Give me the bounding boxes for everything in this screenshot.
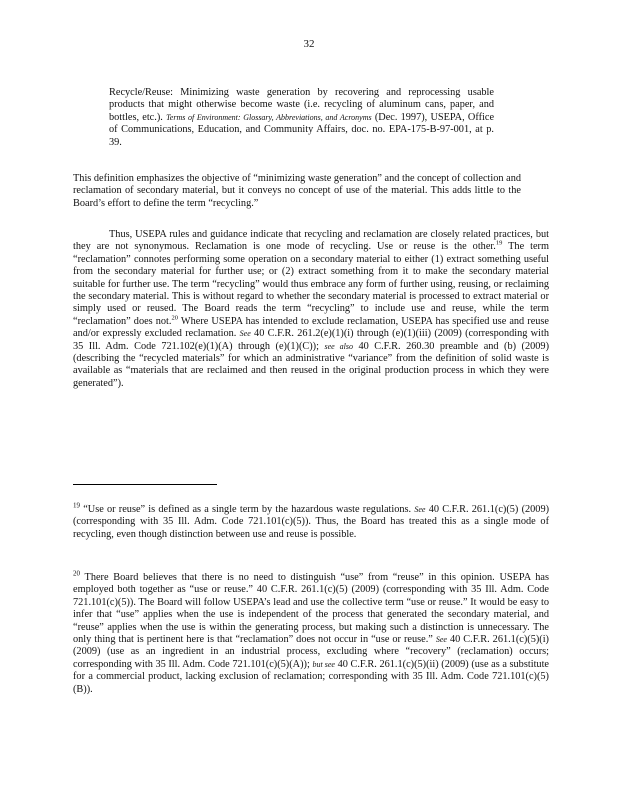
page-number: 32 — [303, 38, 315, 50]
see-also-signal: see also — [324, 341, 353, 351]
footnote-separator — [73, 484, 217, 485]
block-quote — [109, 87, 494, 149]
paragraph-2-part-a: Thus, USEPA rules and guidance indicate that recycling and reclamation are closely related practices, but they are not synonymous. Reclamation is one mode of recycling. Use or reuse is the other. — [73, 229, 549, 253]
paragraph-1: This definition emphasizes the objective of “minimizing waste generation” and the concept of collection and reclamation of secondary material, but it conveys no concept of use of the material. This adds little to the Board’s effort to define the term “recycling.” — [73, 173, 521, 209]
footnote-20-see: See — [435, 635, 447, 645]
paragraph-2-part-e: 40 C.F.R. 260.30 preamble and (b) (2009) (describing the “recycled materials” for which an administrative “variance” from the definition of solid waste is available as “materials that are reclaimed and then reused in the original production process in which they were generated”). — [73, 340, 549, 389]
paragraph-2-part-b: The term “reclamation” connotes performing some operation on a secondary material to either (1) extract something useful from the secondary material for further use; or (2) extract something from it to make the secondary material suitable for further use. The term “recycling” would thus embrace any form of further using, reusing, or reclaiming the secondary material. This is without regard to whether the secondary material is processed to extract material or simply used or reused. The Board reads the term “recycling” to include use and reuse, while the term “reclamation” does not. — [73, 241, 549, 327]
footnote-20-part-c: 40 C.F.R. 261.1(c)(5)(ii) (2009) (use as a substitute for a commercial product, lacking exclusion of reclamation; corresponding with 35 Ill. Adm. Code 721.101(c)(5)(B)). — [73, 658, 550, 695]
quote-citation: (Dec. 1997), USEPA, Office of Communications, Education, and Community Affairs, doc. no. EPA-175-B-97-001, at p. 39. — [109, 111, 495, 148]
paragraph-2-part-d: 40 C.F.R. 261.2(e)(1)(i) through (e)(1)(iii) (2009) (corresponding with 35 Ill. Adm. Code 721.102(e)(1)(A) through (e)(1)(C)); — [73, 328, 549, 352]
footnote-19 — [73, 501, 550, 541]
footnote-ref-19: 19 — [495, 239, 503, 247]
quote-source-title: Terms of Environment: Glossary, Abbreviations, and Acronyms — [166, 112, 372, 122]
footnote-20 — [73, 569, 550, 696]
footnote-19-see: See — [414, 505, 426, 514]
footnote-20-part-a: There Board believes that there is no need to distinguish “use” from “reuse” in this opinion. USEPA has employed both together as “use or reuse.” 40 C.F.R. 261.1(c)(5) (2009) (corresponding with 35 Ill. Adm. Code 721.101(c)(5)). The Board will follow USEPA’s lead and use the collective term “use or reuse.” It would be easy to infer that “use” applies when the use is independent of the process that generated the secondary material, and “reuse” applies when the use is within the generating process, but making such a distinction is unnecessary. The only thing that is pertinent here is that “reclamation” does not occur in “use or reuse.” — [73, 572, 550, 646]
footnote-20-mark: 20 — [73, 569, 80, 578]
quote-text: Recycle/Reuse: Minimizing waste generation by recovering and reprocessing usable products that might otherwise become waste (i.e. recycling of aluminum cans, paper, and bottles, etc.). — [109, 87, 494, 123]
footnote-19-part-a: “Use or reuse” is defined as a single term by the hazardous waste regulations. — [83, 504, 412, 515]
paragraph-2 — [73, 229, 549, 390]
footnote-19-part-b: 40 C.F.R. 261.1(c)(5) (2009) (corresponding with 35 Ill. Adm. Code 721.101(c)(5)). Thus, the Board has treated this as a single mode of recycling, even though distinction between use and reuse is possible. — [73, 504, 550, 540]
footnote-20-part-b: 40 C.F.R. 261.1(c)(5)(i) (2009) (use as an ingredient in an industrial process, excluding where “recovery” (reclamation) occurs; corresponding with 35 Ill. Adm. Code 721.101(c)(5)(A)); — [73, 634, 549, 670]
paragraph-2-part-c: Where USEPA has intended to exclude reclamation, USEPA has specified use and reuse and/or expressly excluded reclamation. — [73, 315, 549, 340]
footnote-ref-20: 20 — [171, 314, 178, 322]
footnote-19-mark: 19 — [73, 501, 80, 510]
see-signal: See — [239, 329, 251, 339]
footnote-20-but-see: but see — [312, 659, 335, 669]
